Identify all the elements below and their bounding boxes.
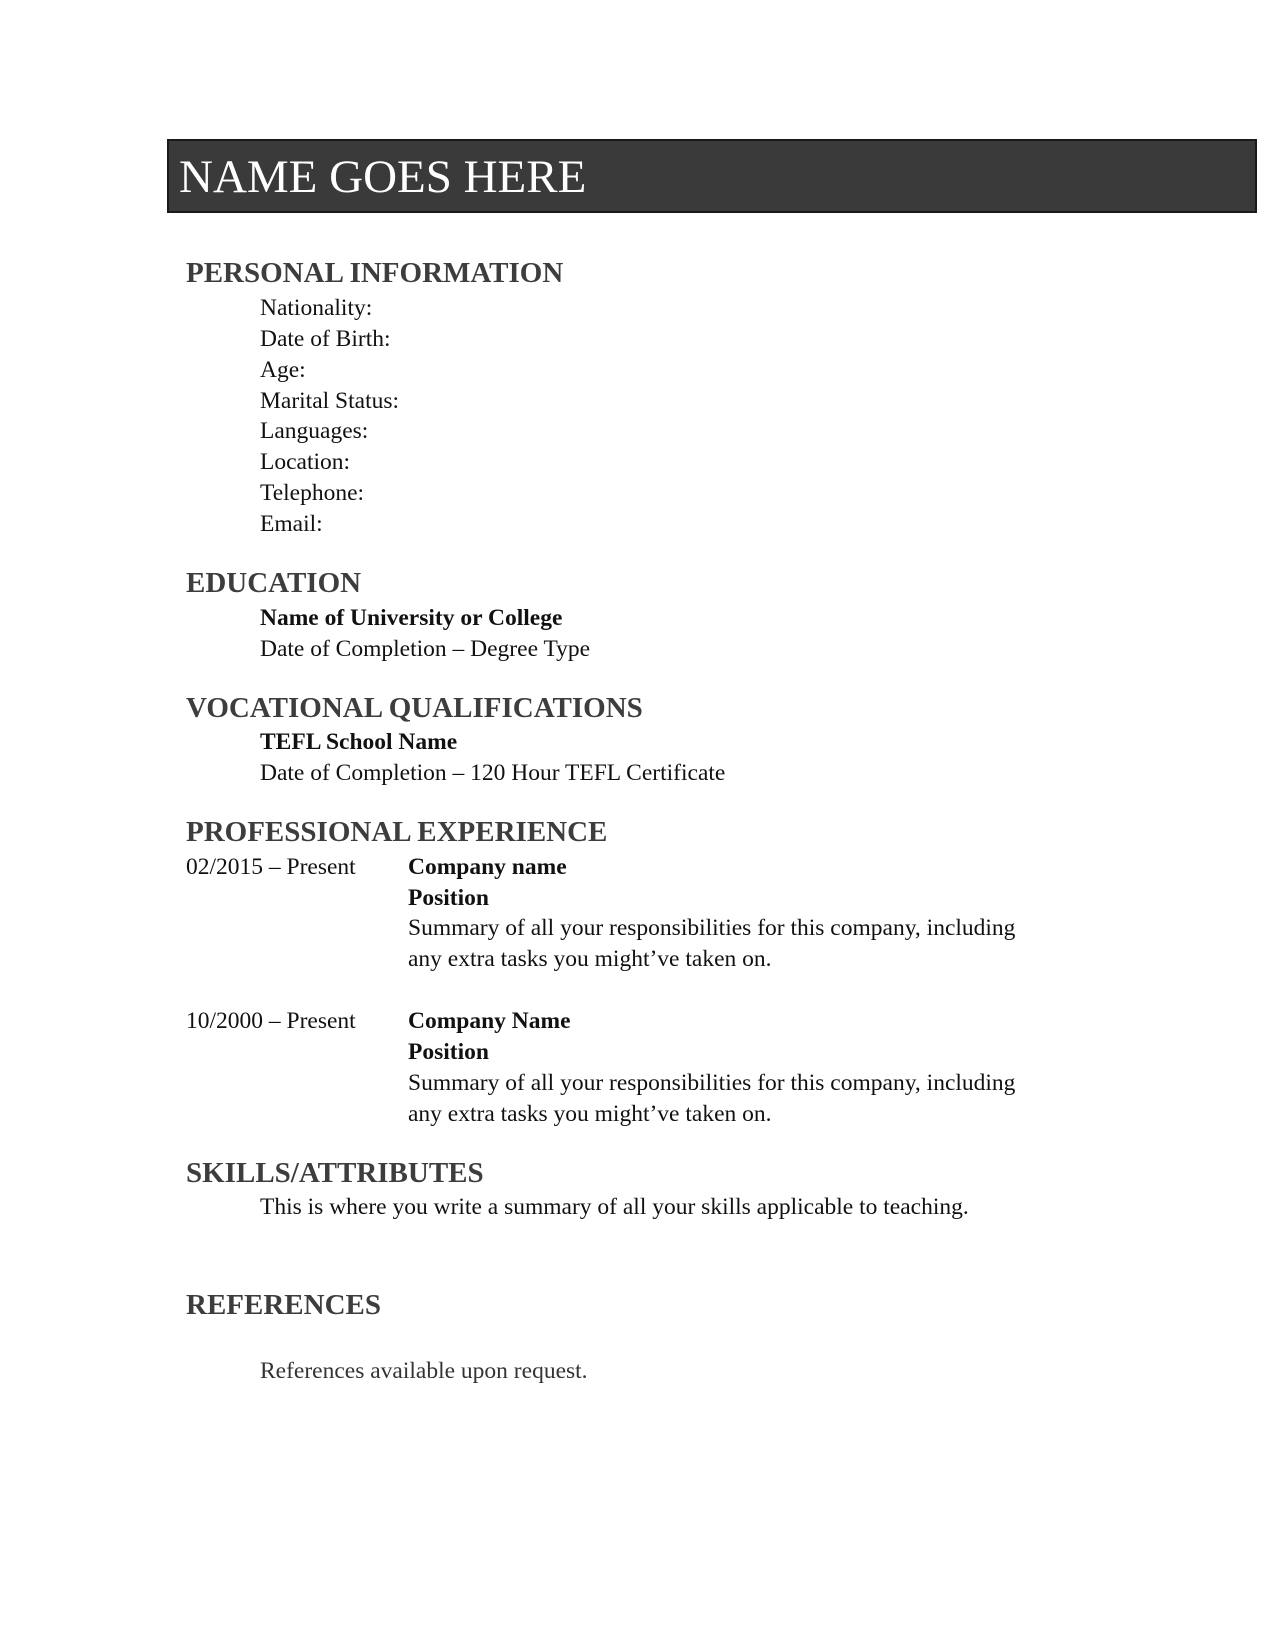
- education-heading: EDUCATION: [186, 567, 362, 599]
- skills-heading: SKILLS/ATTRIBUTES: [186, 1157, 484, 1189]
- personal-field-email: Email:: [260, 511, 323, 537]
- vocational-school: TEFL School Name: [260, 729, 458, 755]
- personal-field-date-of-birth: Date of Birth:: [260, 326, 391, 352]
- vocational-detail: Date of Completion – 120 Hour TEFL Certificate: [260, 760, 726, 786]
- job-position: Position: [408, 1039, 489, 1065]
- candidate-name: NAME GOES HERE: [179, 151, 587, 203]
- references-heading: REFERENCES: [186, 1289, 381, 1321]
- vocational-heading: VOCATIONAL QUALIFICATIONS: [186, 692, 643, 724]
- personal-field-languages: Languages:: [260, 418, 369, 444]
- job-summary-line: Summary of all your responsibilities for this company, including: [408, 915, 1016, 941]
- education-school: Name of University or College: [260, 605, 563, 631]
- job-summary-line: any extra tasks you might’ve taken on.: [408, 1101, 772, 1127]
- personal-field-nationality: Nationality:: [260, 295, 373, 321]
- job-company: Company name: [408, 854, 567, 880]
- job-dates: 02/2015 – Present: [186, 854, 356, 880]
- job-dates: 10/2000 – Present: [186, 1008, 356, 1034]
- job-company: Company Name: [408, 1008, 571, 1034]
- skills-summary: This is where you write a summary of all your skills applicable to teaching.: [260, 1194, 969, 1220]
- job-summary-line: any extra tasks you might’ve taken on.: [408, 946, 772, 972]
- job-summary-line: Summary of all your responsibilities for this company, including: [408, 1070, 1016, 1096]
- education-detail: Date of Completion – Degree Type: [260, 636, 591, 662]
- personal-field-age: Age:: [260, 357, 306, 383]
- name-banner: [167, 139, 1257, 213]
- personal-information-heading: PERSONAL INFORMATION: [186, 257, 564, 289]
- job-position: Position: [408, 885, 489, 911]
- personal-field-marital-status: Marital Status:: [260, 388, 400, 414]
- experience-heading: PROFESSIONAL EXPERIENCE: [186, 816, 608, 848]
- references-text: References available upon request.: [260, 1358, 588, 1384]
- personal-field-location: Location:: [260, 449, 351, 475]
- personal-field-telephone: Telephone:: [260, 480, 365, 506]
